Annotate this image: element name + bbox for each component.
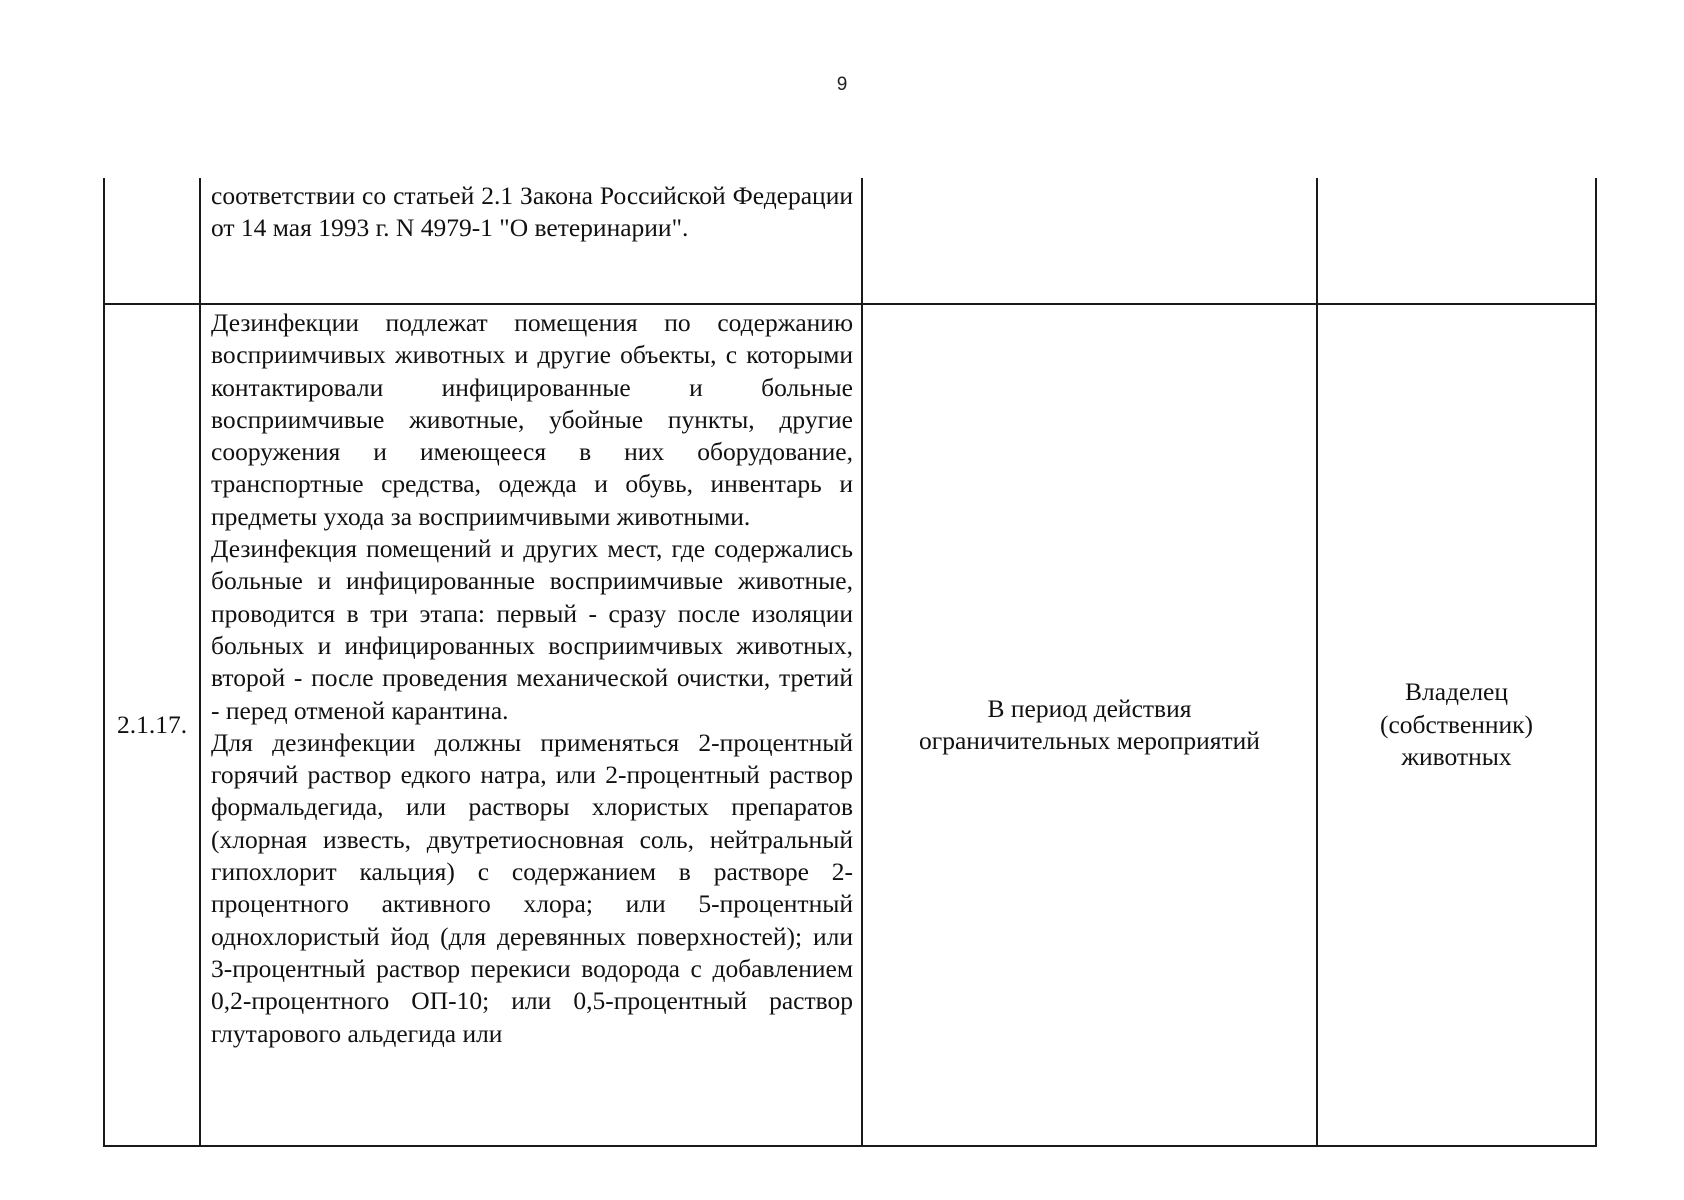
- measures-table: [103, 178, 1597, 1147]
- responsible-cell: [1317, 304, 1596, 1146]
- measure-paragraph-3: Для дезинфекции должны применяться 2-процентный горячий раствор едкого натра, или 2-процентный раствор формальдегида, или растворы хлористых препаратов (хлорная известь, двутретиосновная соль, нейтральный гипохлорит кальция) с содержанием в растворе 2-процентного активного хлора; или 5-процентный однохлористый йод (для деревянных поверхностей); или 3-процентный раствор перекиси водорода с добавлением 0,2-процентного ОП-10; или 0,5-процентный раствор глутарового альдегида или: [211, 727, 853, 1048]
- period-cell: [862, 304, 1317, 1146]
- page-number: 9: [836, 74, 848, 95]
- period-cell-empty: [862, 178, 1317, 304]
- period-line-2: ограничительных мероприятий: [919, 726, 1260, 755]
- responsible-line-3: животных: [1401, 742, 1512, 772]
- continued-measure-text: соответствии со статьей 2.1 Закона Российской Федерации от 14 мая 1993 г. N 4979-1 "О ветеринарии".: [211, 181, 853, 243]
- responsible-line-1: Владелец: [1404, 677, 1509, 707]
- number-cell-empty: [104, 178, 200, 304]
- measure-paragraph-1: Дезинфекции подлежат помещения по содержанию восприимчивых животных и другие объекты, с которыми контактировали инфицированные и больные восприимчивые животные, убойные пункты, другие сооружения и имеющееся в них оборудование, транспортные средства, одежда и обувь, инвентарь и предметы ухода за восприимчивыми животными.: [211, 308, 853, 531]
- table-row-continued: [104, 178, 1596, 304]
- measure-paragraph-2: Дезинфекция помещений и других мест, где содержались больные и инфицированные восприимчивые животные, проводится в три этапа: первый - сразу после изоляции больных и инфицированных восприимчивых животных, второй - после проведения механической очистки, третий - перед отменой карантина.: [211, 534, 853, 725]
- measure-cell: [200, 304, 862, 1146]
- item-number: 2.1.17.: [104, 304, 200, 1146]
- table-row-2-1-17: [104, 304, 1596, 1146]
- measure-cell-continued: [200, 178, 862, 304]
- responsible-line-2: (собственник): [1379, 709, 1534, 739]
- period-line-1: В период действия: [987, 693, 1192, 723]
- responsible-cell-empty: [1317, 178, 1596, 304]
